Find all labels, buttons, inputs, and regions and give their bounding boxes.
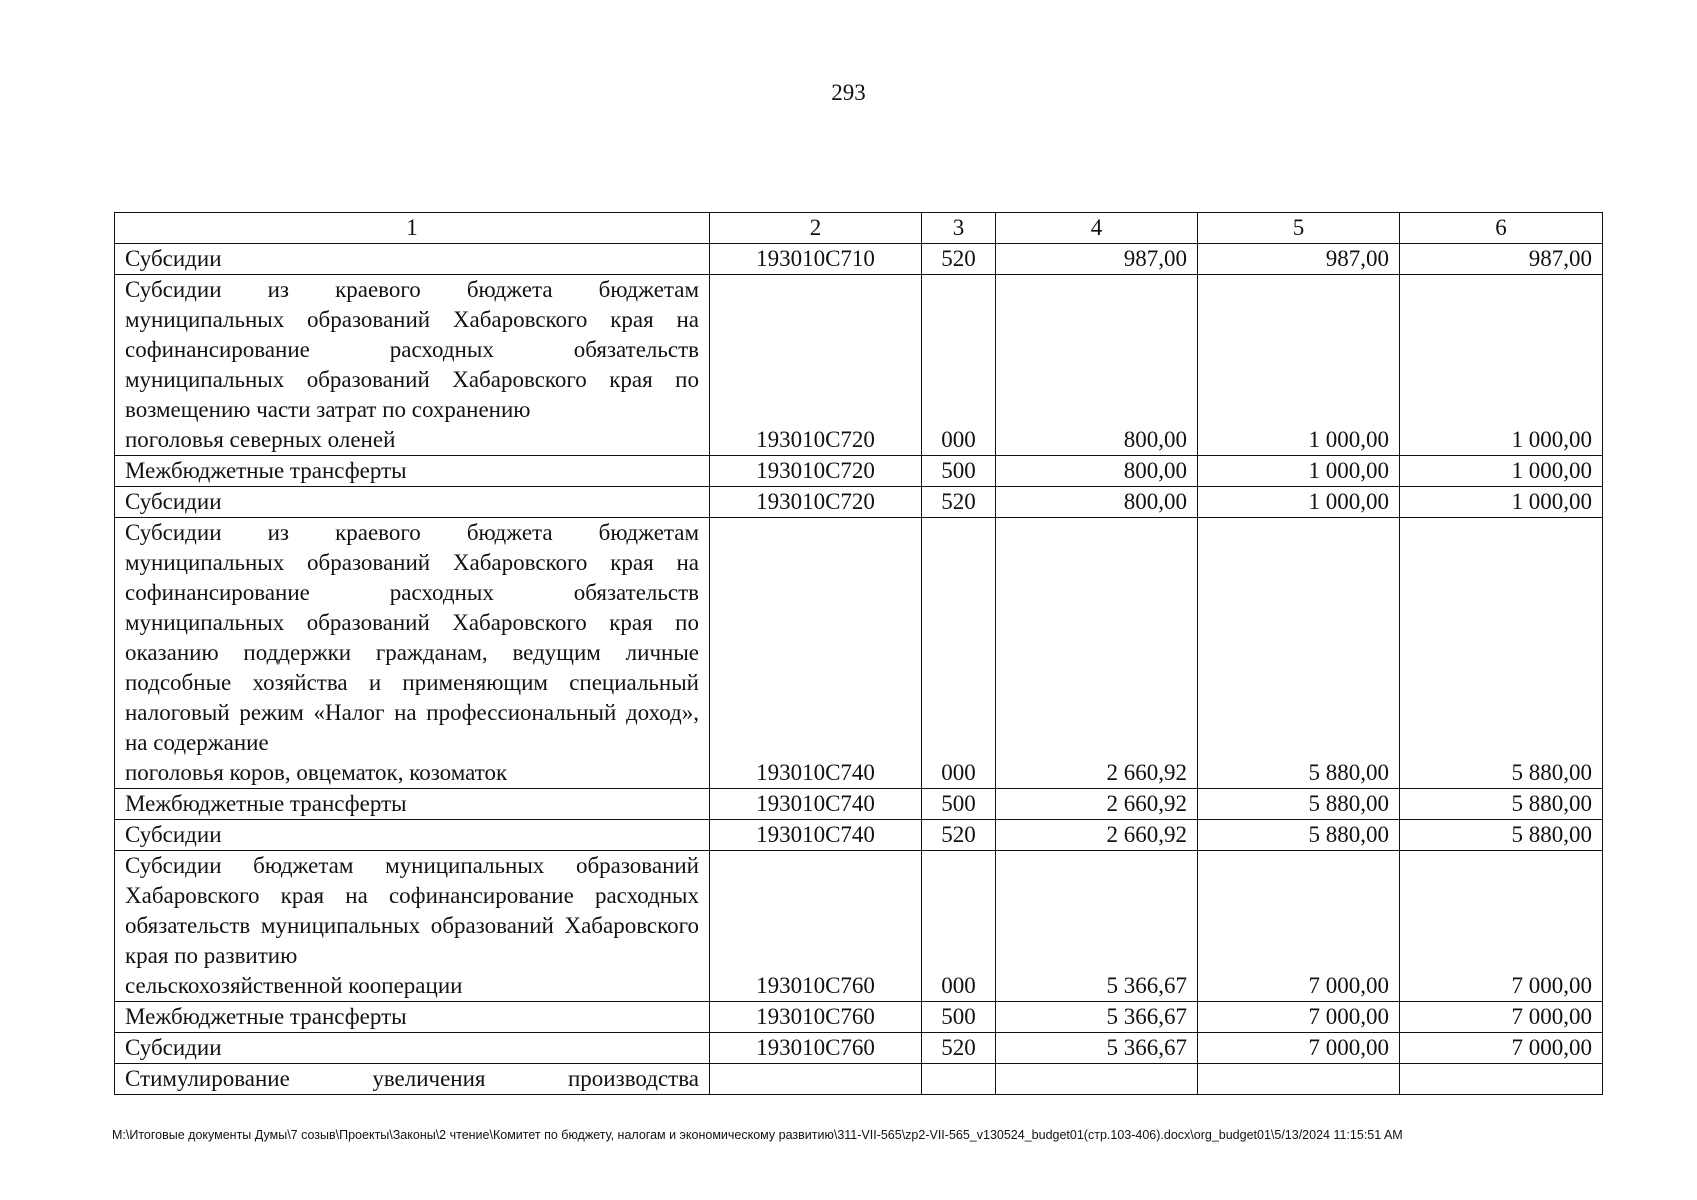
row-value-4: 5 366,67 bbox=[996, 1033, 1198, 1064]
row-value-4: 800,00 bbox=[996, 487, 1198, 518]
row-code: 193010С740 bbox=[710, 518, 922, 789]
budget-table bbox=[114, 212, 1603, 1095]
row-name-cell bbox=[115, 275, 710, 456]
row-value-4: 5 366,67 bbox=[996, 1002, 1198, 1033]
table-row bbox=[115, 1002, 1603, 1033]
header-col-4: 4 bbox=[996, 213, 1198, 244]
row-value-6: 7 000,00 bbox=[1400, 1033, 1603, 1064]
footer-file-path: M:\Итоговые документы Думы\7 созыв\Проекты\Законы\2 чтение\Комитет по бюджету, налогам и экономическому развитию\311-VII-565\zp2-VII-565_v130524_budget01(стр.103-406).docx\org_budget01\5/13/2024 11:15:51 AM bbox=[112, 1128, 1403, 1142]
row-code: 193010С720 bbox=[710, 456, 922, 487]
row-expense-type: 520 bbox=[922, 244, 996, 275]
row-value-6: 1 000,00 bbox=[1400, 275, 1603, 456]
table-header-row bbox=[115, 213, 1603, 244]
table-row bbox=[115, 244, 1603, 275]
table-row bbox=[115, 487, 1603, 518]
row-value-4: 987,00 bbox=[996, 244, 1198, 275]
table-row bbox=[115, 456, 1603, 487]
row-value-5: 7 000,00 bbox=[1198, 1002, 1400, 1033]
row-value-4: 2 660,92 bbox=[996, 518, 1198, 789]
row-name bbox=[125, 1064, 699, 1094]
row-value-4: 800,00 bbox=[996, 456, 1198, 487]
row-name-cell bbox=[115, 1033, 710, 1064]
row-code: 193010С760 bbox=[710, 851, 922, 1002]
table-row bbox=[115, 1033, 1603, 1064]
row-code: 193010С720 bbox=[710, 487, 922, 518]
row-name: Субсидии из краевого бюджета бюджетам муниципальных образований Хабаровского края на софинансирование расходных обязательств муниципальных образований Хабаровского края по возмещению части затрат по сохранению bbox=[125, 277, 699, 422]
row-name: Субсидии из краевого бюджета бюджетам муниципальных образований Хабаровского края на софинансирование расходных обязательств муниципальных образований Хабаровского края по оказанию поддержки гражданам, ведущим личные подсобные хозяйства и применяющим специальный налоговый режим «Налог на профессиональный доход», на содержание bbox=[125, 520, 699, 755]
row-value-6: 987,00 bbox=[1400, 244, 1603, 275]
row-name: Субсидии bbox=[125, 489, 222, 514]
row-value-4: 800,00 bbox=[996, 275, 1198, 456]
row-expense-type: 520 bbox=[922, 487, 996, 518]
row-value-4: 2 660,92 bbox=[996, 789, 1198, 820]
row-name: Субсидии bbox=[125, 1035, 222, 1060]
row-value-5: 1 000,00 bbox=[1198, 487, 1400, 518]
row-value-5: 5 880,00 bbox=[1198, 518, 1400, 789]
header-col-3: 3 bbox=[922, 213, 996, 244]
row-code: 193010С760 bbox=[710, 1033, 922, 1064]
row-code bbox=[710, 1064, 922, 1095]
row-expense-type: 000 bbox=[922, 275, 996, 456]
table-row bbox=[115, 851, 1603, 1002]
row-value-5: 5 880,00 bbox=[1198, 820, 1400, 851]
row-expense-type: 520 bbox=[922, 820, 996, 851]
row-name-cell bbox=[115, 1064, 710, 1095]
row-value-5 bbox=[1198, 1064, 1400, 1095]
table-row bbox=[115, 275, 1603, 456]
row-code: 193010С760 bbox=[710, 1002, 922, 1033]
row-name-word: увеличения bbox=[372, 1066, 486, 1091]
table-row bbox=[115, 1064, 1603, 1095]
table-row bbox=[115, 820, 1603, 851]
header-col-2: 2 bbox=[710, 213, 922, 244]
table-row bbox=[115, 789, 1603, 820]
row-expense-type bbox=[922, 1064, 996, 1095]
row-expense-type: 000 bbox=[922, 851, 996, 1002]
row-name-cell bbox=[115, 456, 710, 487]
header-col-1: 1 bbox=[115, 213, 710, 244]
row-expense-type: 000 bbox=[922, 518, 996, 789]
row-expense-type: 500 bbox=[922, 456, 996, 487]
row-expense-type: 500 bbox=[922, 789, 996, 820]
row-value-5: 987,00 bbox=[1198, 244, 1400, 275]
row-name: Субсидии bbox=[125, 246, 222, 271]
page-number: 293 bbox=[831, 80, 866, 105]
row-value-6: 7 000,00 bbox=[1400, 1002, 1603, 1033]
row-name-last-line: сельскохозяйственной кооперации bbox=[125, 973, 463, 998]
row-name: Межбюджетные трансферты bbox=[125, 1004, 407, 1029]
row-name-word: Стимулирование bbox=[125, 1066, 290, 1091]
row-name-cell bbox=[115, 244, 710, 275]
row-value-6 bbox=[1400, 1064, 1603, 1095]
header-col-6: 6 bbox=[1400, 213, 1603, 244]
row-name: Субсидии bbox=[125, 822, 222, 847]
row-value-5: 5 880,00 bbox=[1198, 789, 1400, 820]
row-name-cell bbox=[115, 1002, 710, 1033]
table-row bbox=[115, 518, 1603, 789]
row-name: Межбюджетные трансферты bbox=[125, 458, 407, 483]
row-value-6: 7 000,00 bbox=[1400, 851, 1603, 1002]
row-name-last-line: поголовья северных оленей bbox=[125, 427, 396, 452]
row-value-5: 1 000,00 bbox=[1198, 456, 1400, 487]
row-value-4: 5 366,67 bbox=[996, 851, 1198, 1002]
row-code: 193010С740 bbox=[710, 820, 922, 851]
row-name-cell bbox=[115, 487, 710, 518]
row-value-5: 7 000,00 bbox=[1198, 1033, 1400, 1064]
row-code: 193010С740 bbox=[710, 789, 922, 820]
row-value-6: 5 880,00 bbox=[1400, 820, 1603, 851]
row-expense-type: 520 bbox=[922, 1033, 996, 1064]
row-name-last-line: поголовья коров, овцематок, козоматок bbox=[125, 760, 508, 785]
row-name: Межбюджетные трансферты bbox=[125, 791, 407, 816]
row-expense-type: 500 bbox=[922, 1002, 996, 1033]
row-value-5: 7 000,00 bbox=[1198, 851, 1400, 1002]
row-name-cell bbox=[115, 820, 710, 851]
row-name: Субсидии бюджетам муниципальных образований Хабаровского края на софинансирование расходных обязательств муниципальных образований Хабаровского края по развитию bbox=[125, 853, 699, 968]
row-value-6: 5 880,00 bbox=[1400, 518, 1603, 789]
row-value-4: 2 660,92 bbox=[996, 820, 1198, 851]
row-value-6: 1 000,00 bbox=[1400, 456, 1603, 487]
header-col-5: 5 bbox=[1198, 213, 1400, 244]
row-name-cell bbox=[115, 518, 710, 789]
row-name-word: производства bbox=[568, 1066, 699, 1091]
row-name-cell bbox=[115, 789, 710, 820]
row-value-4 bbox=[996, 1064, 1198, 1095]
row-value-6: 1 000,00 bbox=[1400, 487, 1603, 518]
row-code: 193010С720 bbox=[710, 275, 922, 456]
row-code: 193010С710 bbox=[710, 244, 922, 275]
row-name-cell bbox=[115, 851, 710, 1002]
row-value-6: 5 880,00 bbox=[1400, 789, 1603, 820]
row-value-5: 1 000,00 bbox=[1198, 275, 1400, 456]
